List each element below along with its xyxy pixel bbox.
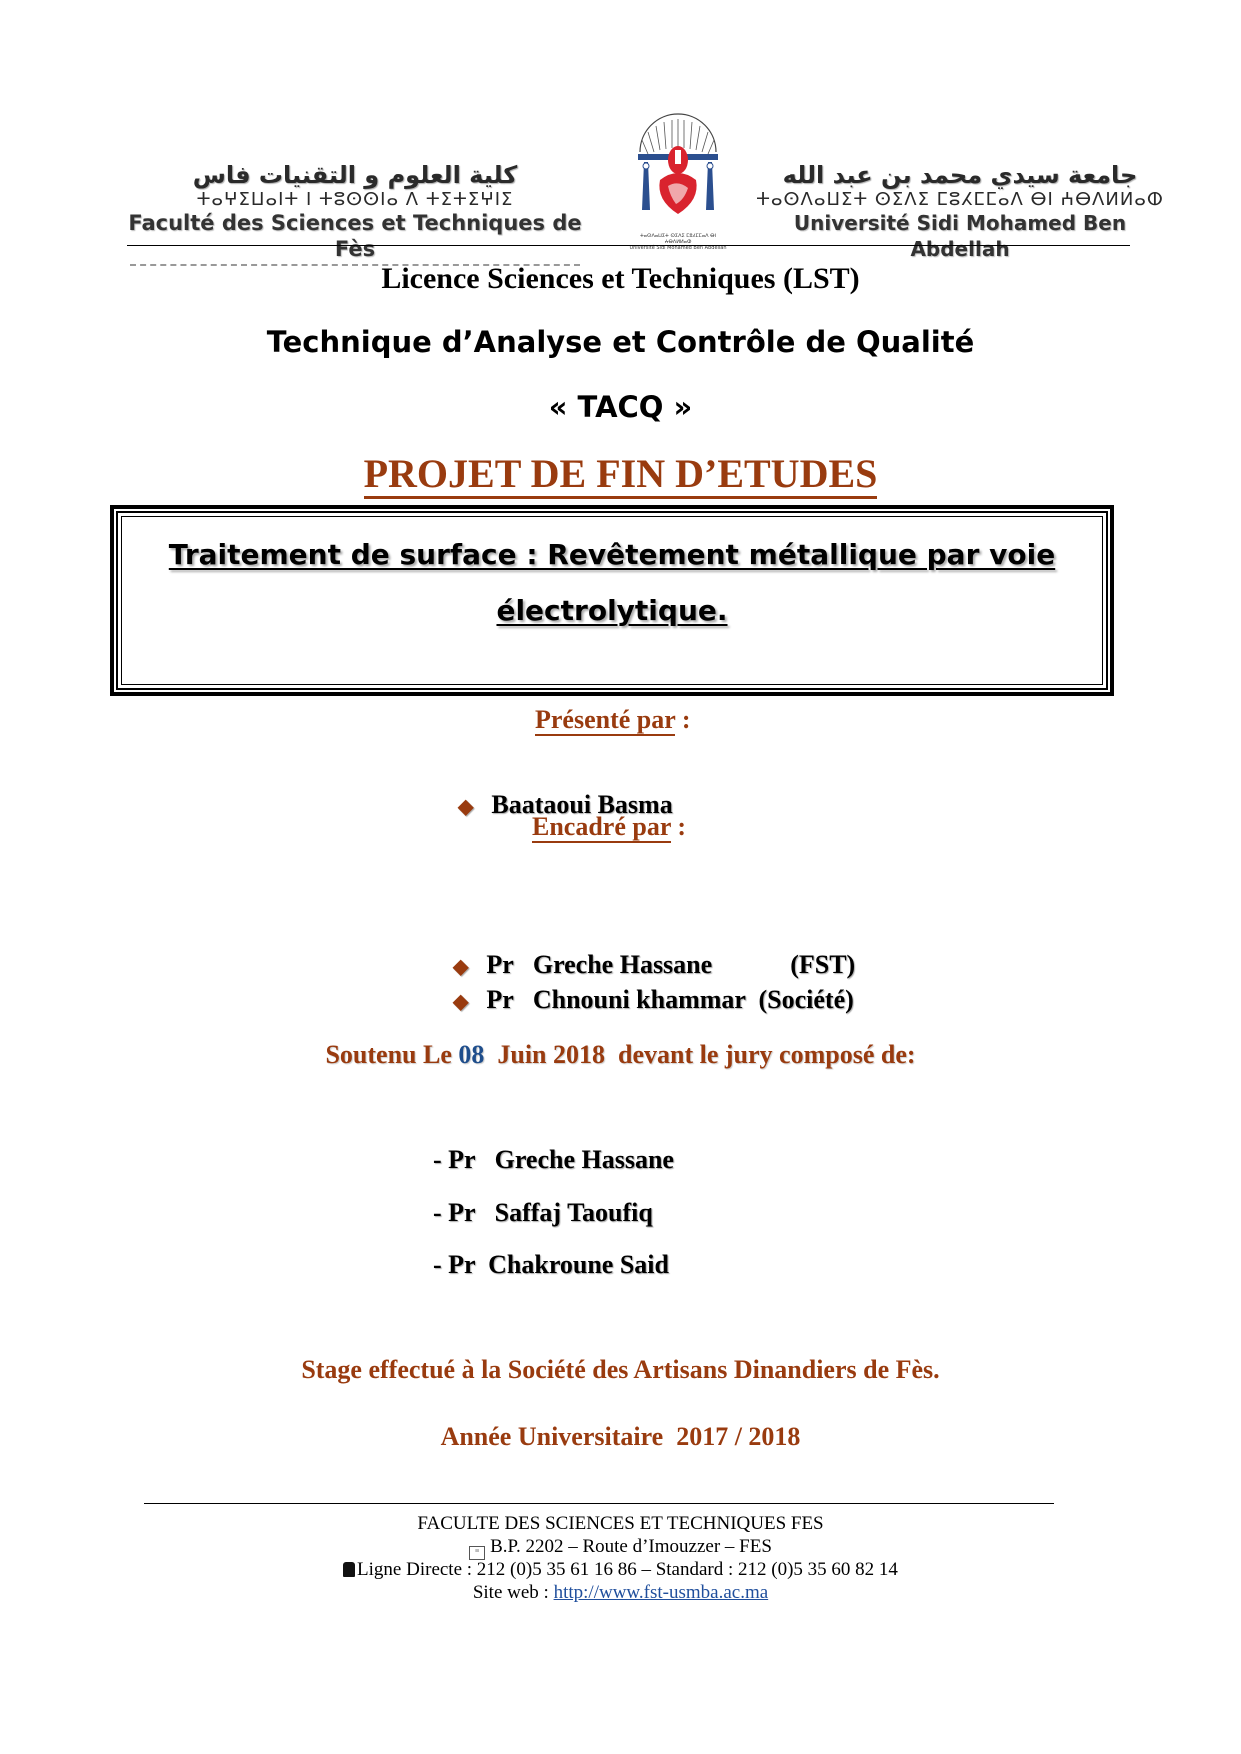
degree-title: Licence Sciences et Techniques (LST) [381, 262, 860, 295]
university-header [755, 160, 1165, 262]
logo-caption-tifinagh: ⵜⴰⵙⴷⴰⵡⵉⵜ ⵙⵉⴷⵉ ⵎⵓⵃⵎⵎⴰⴷ ⴱⵏ ⵄⴱⴷⵍⵍⴰⵀ [639, 233, 717, 245]
university-name-arabic: جامعة سيدي محمد بن عبد الله [782, 161, 1138, 189]
academic-year: Année Universitaire 2017 / 2018 [440, 1422, 801, 1451]
mailbox-icon: ≡ [469, 1546, 485, 1560]
defense-day: 08 [458, 1040, 485, 1069]
jury-name: Chakroune Said [488, 1250, 669, 1279]
subject-line-1: Traitement de surface : Revêtement métallique par voie [168, 538, 1056, 571]
diamond-bullet-icon: ◆ [453, 991, 469, 1013]
website-link[interactable]: http://www.fst-usmba.ac.ma [553, 1582, 769, 1603]
faculty-header [110, 160, 600, 270]
footer-divider [144, 1503, 1054, 1504]
defense-suffix: Juin 2018 devant le jury composé de: [484, 1040, 916, 1069]
faculty-name-latin: Faculté des Sciences et Techniques de Fès [128, 211, 582, 261]
document-type-text: PROJET DE FIN D’ETUDES [364, 451, 878, 499]
jury-member [433, 1250, 669, 1280]
presented-by-text: Présenté par [535, 705, 676, 734]
diamond-bullet-icon: ◆ [458, 796, 474, 818]
faculty-name-tifinagh: ⵜⴰⵖⵉⵡⴰⵏⵜ ⵏ ⵜⵓⵙⵙⵏⴰ ⴷ ⵜⵉⵜⵉⵖⵏⵉ [196, 189, 514, 210]
logo-caption-latin: Université Sidi Mohamed Ben Abdellah [629, 245, 727, 251]
telephone-icon [343, 1562, 355, 1577]
university-emblem-icon [628, 110, 728, 228]
presented-by-label [535, 705, 690, 735]
supervisor-title: Pr [486, 950, 514, 979]
supervised-by-colon: : [670, 812, 687, 841]
footer-address [0, 1535, 1241, 1559]
jury-title: - Pr [433, 1198, 476, 1227]
program-abbreviation: « TACQ » [548, 390, 693, 424]
jury-title: - Pr [433, 1250, 476, 1279]
university-name-tifinagh: ⵜⴰⵙⴷⴰⵡⵉⵜ ⵙⵉⴷⵉ ⵎⵓⵃⵎⵎⴰⴷ ⴱⵏ ⵄⴱⴷⵍⵍⴰⵀ [756, 189, 1164, 210]
presented-by-colon: : [675, 705, 691, 734]
university-name-latin: Université Sidi Mohamed Ben Abdellah [793, 211, 1127, 261]
footer-address-text: B.P. 2202 – Route d’Imouzzer – FES [490, 1536, 772, 1557]
student-name: Baataoui Basma [491, 790, 673, 819]
diamond-bullet-icon: ◆ [453, 956, 469, 978]
supervisor-name: Chnouni khammar [532, 985, 746, 1014]
program-title: Technique d’Analyse et Contrôle de Qualité [266, 325, 975, 359]
defense-prefix: Soutenu Le [325, 1040, 459, 1069]
document-type-title [0, 450, 1241, 497]
supervised-by-label [532, 812, 686, 842]
supervisor-item [440, 955, 854, 1015]
subject-box [110, 505, 1114, 696]
footer-phone [0, 1558, 1241, 1581]
jury-name: Greche Hassane [494, 1145, 674, 1174]
footer-website [0, 1581, 1241, 1604]
jury-title: - Pr [433, 1145, 476, 1174]
defense-date-line [0, 1040, 1241, 1070]
internship-statement: Stage effectué à la Société des Artisans Dinandiers de Fès. [301, 1355, 940, 1384]
faculty-name-arabic: كلية العلوم و التقنيات فاس [192, 161, 518, 189]
subject-title [114, 527, 1110, 639]
jury-member [433, 1198, 653, 1228]
footer-website-label: Site web : [472, 1582, 554, 1603]
supervisor-affiliation: (Société) [758, 985, 854, 1014]
university-logo [628, 110, 728, 251]
supervisor-title: Pr [486, 985, 514, 1014]
student-item [445, 760, 673, 820]
jury-member [433, 1145, 674, 1175]
supervised-by-text: Encadré par [532, 812, 671, 841]
subject-line-2: électrolytique. [496, 594, 728, 627]
footer-phone-text: Ligne Directe : 212 (0)5 35 61 16 86 – Standard : 212 (0)5 35 60 82 14 [357, 1559, 898, 1580]
header-divider [127, 245, 1130, 246]
supervisor-affiliation: (FST) [790, 950, 856, 979]
supervisor-name: Greche Hassane [532, 950, 713, 979]
jury-name: Saffaj Taoufiq [494, 1198, 653, 1227]
footer-institution: FACULTE DES SCIENCES ET TECHNIQUES FES [417, 1513, 824, 1534]
